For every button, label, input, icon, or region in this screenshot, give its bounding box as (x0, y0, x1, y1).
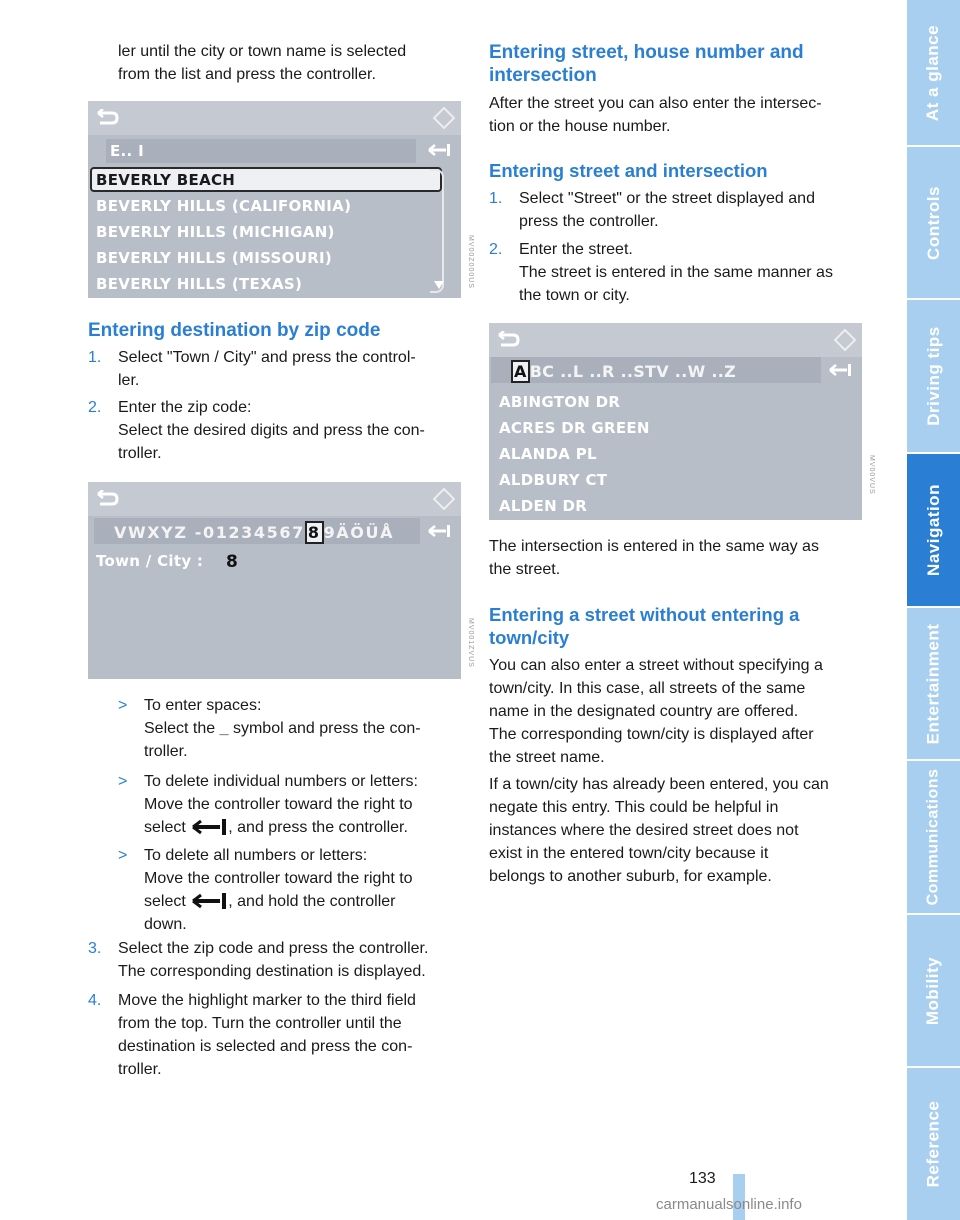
bullet-text: To enter spaces: (144, 697, 262, 714)
step-text: Select "Street" or the street displayed and (519, 190, 815, 207)
tab-mobility[interactable] (907, 915, 960, 1068)
input-bar (106, 139, 416, 163)
scroll-down-icon (434, 281, 444, 289)
step-item (88, 396, 468, 465)
tab-navigation[interactable] (907, 454, 960, 608)
paragraph-line: If a town/city has already been entered, you can (489, 776, 829, 793)
bullet-text (144, 717, 468, 740)
intro-line: ler until the city or town name is selected (118, 43, 407, 60)
heading-intersection: Entering street and intersection (489, 160, 768, 181)
delete-arrow-icon (827, 363, 853, 377)
controller-icon (433, 488, 455, 510)
bullet-item (118, 770, 468, 839)
tab-label: At a glance (923, 24, 943, 121)
step-text: Select the zip code and press the controller. (118, 940, 429, 957)
bullet-text: Move the controller toward the right to (144, 870, 413, 887)
step-item (88, 346, 468, 392)
tab-communications[interactable] (907, 761, 960, 915)
speller-chars: 9ÄÖÜÅ (323, 523, 395, 542)
image-code: MV00Z000US (467, 235, 474, 289)
intro-line: from the list and press the controller. (118, 66, 376, 83)
speller-characters (511, 360, 736, 383)
step-item (88, 937, 468, 983)
heading-street-without-city (489, 603, 869, 649)
list-item: ALDBURY CT (499, 471, 608, 489)
step-text: the town or city. (519, 287, 630, 304)
bullet-text: down. (144, 916, 187, 933)
list-item: BEVERLY BEACH (96, 171, 236, 189)
speller-characters (114, 521, 394, 544)
intro-paragraph (118, 40, 478, 86)
negate-paragraph (489, 773, 869, 888)
tab-controls[interactable] (907, 147, 960, 300)
step-text: ler. (118, 372, 140, 389)
step-text: troller. (118, 1061, 162, 1078)
heading-street (489, 41, 869, 87)
tab-at-a-glance[interactable] (907, 0, 960, 147)
paragraph-line: town/city. In this case, all streets of the same (489, 680, 806, 697)
step-text: Select "Town / City" and press the control- (118, 349, 416, 366)
step-text: destination is selected and press the con- (118, 1038, 413, 1055)
bullet-text (144, 890, 468, 913)
step-number: 2. (88, 399, 102, 416)
step-number: 2. (489, 241, 503, 258)
paragraph-line: belongs to another suburb, for example. (489, 868, 772, 885)
bullet-item (118, 694, 468, 763)
paragraph-line: the street. (489, 561, 561, 578)
paragraph-line: The intersection is entered in the same way as (489, 538, 819, 555)
tab-reference[interactable] (907, 1068, 960, 1220)
bullet-marker: > (118, 847, 128, 864)
heading-line: Entering street, house number and (489, 42, 804, 63)
back-arrow-icon (96, 109, 120, 127)
delete-arrow-icon (190, 892, 228, 910)
tab-label: Reference (923, 1100, 943, 1188)
step-text: The street is entered in the same manner as (519, 264, 833, 281)
list-item: ABINGTON DR (499, 393, 621, 411)
paragraph-line: tion or the house number. (489, 118, 671, 135)
image-code: MV001ZVUS (467, 618, 474, 668)
scroll-bracket (430, 169, 444, 293)
step-item (489, 187, 869, 233)
tab-label: Controls (923, 185, 943, 260)
paragraph-line: name in the designated country are offered. (489, 703, 799, 720)
street-intro (489, 92, 869, 138)
list-item: BEVERLY HILLS (MISSOURI) (96, 249, 333, 267)
list-item: BEVERLY HILLS (MICHIGAN) (96, 223, 335, 241)
intersection-paragraph (489, 535, 869, 581)
step-text: Enter the street. (519, 241, 633, 258)
field-value: 8 (226, 552, 239, 572)
list-item: BEVERLY HILLS (TEXAS) (96, 275, 303, 293)
bullet-text-part: select (144, 893, 186, 910)
back-arrow-icon (96, 490, 120, 508)
paragraph-line: After the street you can also enter the intersec- (489, 95, 822, 112)
bullet-text-part: select (144, 819, 186, 836)
field-label: Town / City : (96, 552, 204, 570)
bullet-text-part: Select the (144, 720, 216, 737)
bullet-text: To delete individual numbers or letters: (144, 773, 418, 790)
paragraph-line: You can also enter a street without specifying a (489, 657, 823, 674)
tab-label: Navigation (923, 484, 943, 576)
tab-driving-tips[interactable] (907, 300, 960, 454)
step-number: 1. (489, 190, 503, 207)
bullet-marker: > (118, 773, 128, 790)
paragraph-line: The corresponding town/city is displayed after (489, 726, 814, 743)
step-number: 3. (88, 940, 102, 957)
space-symbol: _ (219, 720, 229, 737)
bullet-text (144, 816, 468, 839)
step-item (489, 238, 869, 307)
town-list-screen (88, 101, 461, 298)
step-number: 1. (88, 349, 102, 366)
bullet-marker: > (118, 697, 128, 714)
speller-chars: BC ..L ..R ..STV ..W ..Z (529, 362, 737, 381)
zip-code-screen (88, 482, 461, 679)
screen-header (489, 323, 862, 357)
tab-label: Driving tips (923, 326, 943, 426)
bullet-text-part: , and hold the controller (228, 893, 396, 910)
step-text: troller. (118, 445, 162, 462)
page-number: 133 (689, 1170, 716, 1187)
step-text: Select the desired digits and press the con- (118, 422, 425, 439)
heading-line: intersection (489, 65, 597, 86)
tab-label: Communications (924, 768, 942, 906)
town-input-text: E.. I (110, 142, 144, 160)
chapter-sidebar (907, 0, 960, 1220)
delete-arrow-icon (426, 143, 452, 157)
speller-selected: 8 (305, 521, 324, 544)
heading-line: Entering a street without entering a (489, 604, 800, 625)
bullet-text-part: , and press the controller. (228, 819, 408, 836)
bullet-item (118, 844, 468, 936)
controller-icon (834, 329, 856, 351)
controller-icon (433, 107, 455, 129)
list-item: ALANDA PL (499, 445, 597, 463)
step-item (88, 989, 468, 1081)
bullet-text: troller. (144, 743, 188, 760)
step-text: Move the highlight marker to the third field (118, 992, 416, 1009)
step-text: from the top. Turn the controller until the (118, 1015, 402, 1032)
image-code: MV00VUS (868, 455, 875, 495)
tab-label: Mobility (923, 956, 943, 1025)
list-item: ACRES DR GREEN (499, 419, 650, 437)
speller-chars: VWXYZ -01234567 (114, 523, 305, 542)
heading-zip-code: Entering destination by zip code (88, 320, 381, 341)
delete-arrow-icon (190, 818, 228, 836)
bullet-text: To delete all numbers or letters: (144, 847, 368, 864)
step-text: press the controller. (519, 213, 659, 230)
paragraph-line: exist in the entered town/city because it (489, 845, 769, 862)
paragraph-line: the street name. (489, 749, 605, 766)
paragraph-line: negate this entry. This could be helpful in (489, 799, 779, 816)
speller-selected: A (511, 360, 530, 383)
list-item: BEVERLY HILLS (CALIFORNIA) (96, 197, 352, 215)
bullet-text: Move the controller toward the right to (144, 796, 413, 813)
tab-entertainment[interactable] (907, 608, 960, 761)
step-text: Enter the zip code: (118, 399, 252, 416)
step-number: 4. (88, 992, 102, 1009)
bullet-text-part: symbol and press the con- (232, 720, 421, 737)
delete-arrow-icon (426, 524, 452, 538)
back-arrow-icon (497, 331, 521, 349)
heading-line: town/city (489, 627, 570, 648)
street-list-screen (489, 323, 862, 520)
paragraph-line: instances where the desired street does not (489, 822, 799, 839)
tab-label: Entertainment (923, 623, 943, 744)
screen-header (88, 482, 461, 516)
watermark: carmanualsonline.info (656, 1196, 802, 1213)
step-text: The corresponding destination is displayed. (118, 963, 426, 980)
no-city-paragraph (489, 654, 869, 769)
screen-header (88, 101, 461, 135)
list-item: ALDEN DR (499, 497, 588, 515)
